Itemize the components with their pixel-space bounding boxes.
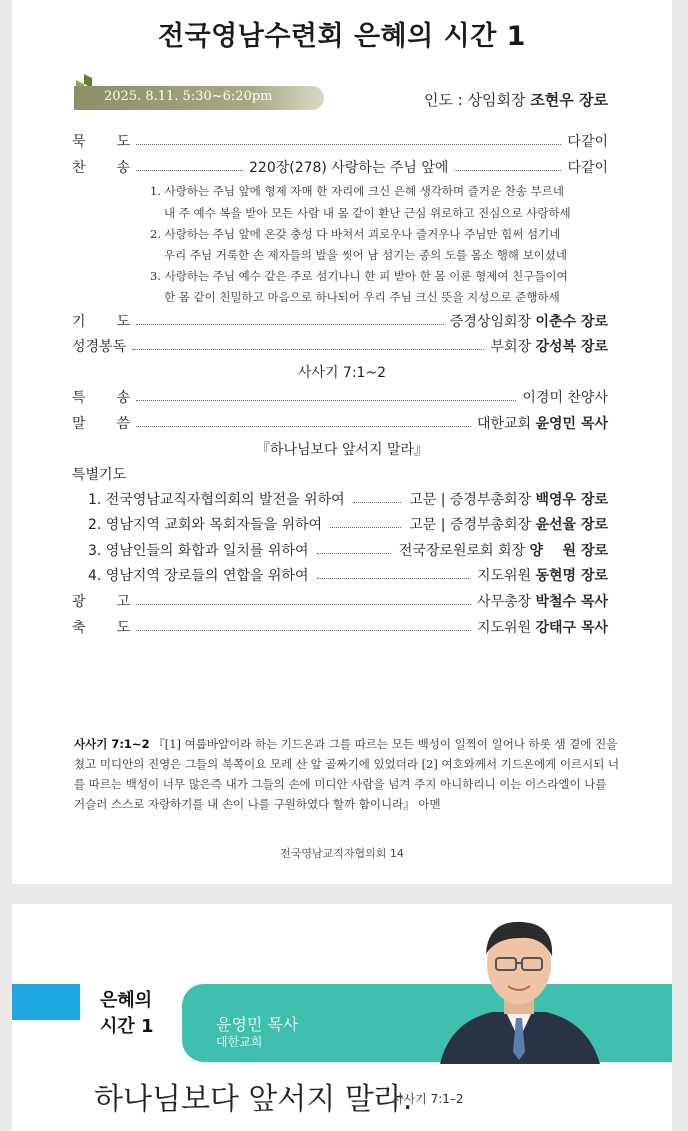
item-role: 대한교회 — [476, 416, 532, 432]
item-role: 지도위원 — [476, 620, 532, 636]
item-hymn — [72, 157, 608, 177]
leader — [424, 89, 608, 110]
item-label-char: 특 — [72, 390, 86, 406]
prayer-topic: 1. 전국영남교직자협의회의 발전을 위하여 — [88, 492, 345, 508]
item-label-char: 기 — [72, 314, 86, 330]
dot-leader — [317, 578, 469, 579]
special-prayer-item — [88, 514, 608, 534]
item-label-char: 고 — [116, 594, 130, 610]
hymn-lyric-line: 우리 주님 거룩한 손 제자들의 발을 씻어 남 섬기는 종의 도를 몸소 행해 보이셨네 — [164, 248, 568, 262]
page-footer: 전국영남교직자협의회 14 — [280, 847, 404, 860]
item-label-char: 도 — [116, 314, 130, 330]
hymn-lyric-line: 한 몸 같이 친밀하고 마음으로 하나되어 우리 주님 크신 뜻을 지성으로 준행하세 — [164, 290, 560, 304]
scripture-text: 『[1] 여룹바알이라 하는 기드온과 그를 따르는 모든 백성이 일찍이 일어나 하롯 샘 곁에 진을 쳤고 미디안의 진영은 그들의 북쪽이요 모레 산 앞 골짜기에 있었더라 [2] 여호와께서 기드온에게 이르시되 너를 따르는 백성이 너무 많은즉 내가 그들의 손에 미디안 사람을 넘겨 주지 아니하리니 이는 이스라엘이 나를 거슬러 스스로 자랑하기를 내 손이 나를 구원하였다 할까 함이니라』 아멘 — [74, 737, 620, 811]
item-name: 양 원 장로 — [529, 543, 608, 559]
next-page — [12, 904, 672, 1131]
item-label-char: 송 — [116, 160, 130, 176]
dot-leader — [136, 144, 561, 145]
special-prayer-item — [88, 565, 608, 585]
program-page — [12, 0, 672, 884]
item-name: 이춘수 장로 — [535, 314, 608, 330]
date-time: 2025. 8.11. 5:30~6:20pm — [104, 89, 273, 104]
item-label-char: 묵 — [72, 134, 86, 150]
page-title: 전국영남수련회 은혜의 시간 1 — [158, 21, 526, 52]
prayer-topic: 3. 영남인들의 화합과 일치를 위하여 — [88, 543, 309, 559]
item-announcements — [72, 591, 608, 611]
dot-leader — [136, 604, 471, 605]
dot-leader — [132, 349, 484, 350]
item-name: 윤선율 장로 — [535, 517, 608, 533]
hymn-lyric-line: 내 주 예수 복을 받아 모든 사람 내 몸 같이 환난 근심 위로하고 진심으로 사랑하세 — [164, 206, 571, 220]
item-role: 전국장로원로회 회장 — [398, 543, 526, 559]
section-label — [100, 988, 154, 1040]
dot-leader — [136, 630, 471, 631]
dot-leader — [330, 527, 401, 528]
item-role: 부회장 — [490, 339, 532, 355]
item-silent-prayer — [72, 131, 608, 151]
hymn-lyric-line: 2. 사랑하는 주님 앞에 온갖 충성 다 바쳐서 괴로우나 즐거우나 주님만 힘써 섬기네 — [150, 227, 561, 241]
item-name: 동현명 장로 — [535, 568, 608, 584]
item-label-char: 찬 — [72, 160, 86, 176]
item-label-char: 광 — [72, 594, 86, 610]
pastor-name: 윤영민 목사 — [216, 1015, 299, 1034]
dot-leader — [454, 170, 561, 171]
special-prayer-item — [88, 489, 608, 509]
section-marker — [12, 984, 80, 1020]
item-special-song — [72, 387, 608, 407]
reading-passage: 사사기 7:1~2 — [297, 365, 387, 381]
leader-role: 인도 : 상임회장 — [424, 91, 526, 109]
item-name: 이경미 찬양사 — [522, 390, 608, 406]
item-role: 증경상임회장 — [449, 314, 532, 330]
hymn-lyric-line: 3. 사랑하는 주님 예수 같은 주로 섬기나니 한 피 받아 한 몸 이룬 형제여 친구들이여 — [150, 269, 568, 283]
item-label: 성경봉독 — [72, 339, 127, 355]
item-name: 윤영민 목사 — [535, 416, 608, 432]
prayer-topic: 4. 영남지역 장로들의 연합을 위하여 — [88, 568, 309, 584]
prayer-topic: 2. 영남지역 교회와 목회자들을 위하여 — [88, 517, 323, 533]
special-prayer-item — [88, 540, 608, 560]
dot-leader — [136, 170, 243, 171]
item-label-char: 도 — [116, 134, 130, 150]
dot-leader — [353, 502, 402, 503]
sermon-heading: 하나님보다 앞서지 말라. — [94, 1082, 413, 1117]
scripture-passage — [74, 734, 620, 814]
special-prayer-heading — [72, 464, 608, 484]
pastor-church: 대한교회 — [216, 1035, 263, 1049]
sermon-reference: 사사기 7:1–2 — [392, 1092, 464, 1106]
dot-leader — [317, 553, 391, 554]
dot-leader — [136, 324, 444, 325]
item-name: 박철수 목사 — [535, 594, 608, 610]
section-label-line: 시간 1 — [100, 1016, 154, 1037]
dot-leader — [136, 400, 516, 401]
hymn-title: 220장(278) 사랑하는 주님 앞에 — [249, 160, 449, 176]
section-label-line: 은혜의 — [100, 990, 153, 1011]
item-sermon — [72, 413, 608, 433]
item-label-char: 송 — [116, 390, 130, 406]
item-label-char: 씀 — [116, 416, 130, 432]
leader-name: 조현우 장로 — [530, 91, 608, 109]
item-label-char: 도 — [116, 620, 130, 636]
item-benediction — [72, 617, 608, 637]
sermon-title: 『하나님보다 앞서지 말라』 — [255, 442, 429, 458]
item-label-char: 축 — [72, 620, 86, 636]
item-label: 특별기도 — [72, 467, 127, 483]
item-value: 다같이 — [567, 160, 609, 176]
scripture-ref: 사사기 7:1~2 — [74, 737, 150, 751]
item-scripture-reading — [72, 336, 608, 356]
item-role: 고문 | 증경부총회장 — [409, 492, 532, 508]
item-role: 지도위원 — [476, 568, 532, 584]
item-name: 강성복 장로 — [535, 339, 608, 355]
item-role: 고문 | 증경부총회장 — [409, 517, 532, 533]
item-label-char: 말 — [72, 416, 86, 432]
item-value: 다같이 — [567, 134, 608, 150]
item-prayer — [72, 311, 608, 331]
item-name: 강태구 목사 — [535, 620, 608, 636]
item-name: 백영우 장로 — [535, 492, 608, 508]
hymn-lyric-line: 1. 사랑하는 주님 앞에 형제 자매 한 자리에 크신 은혜 생각하며 즐거운 찬송 부르네 — [150, 184, 564, 198]
pastor-photo — [430, 910, 608, 1064]
dot-leader — [136, 426, 471, 427]
item-role: 사무총장 — [476, 594, 532, 610]
